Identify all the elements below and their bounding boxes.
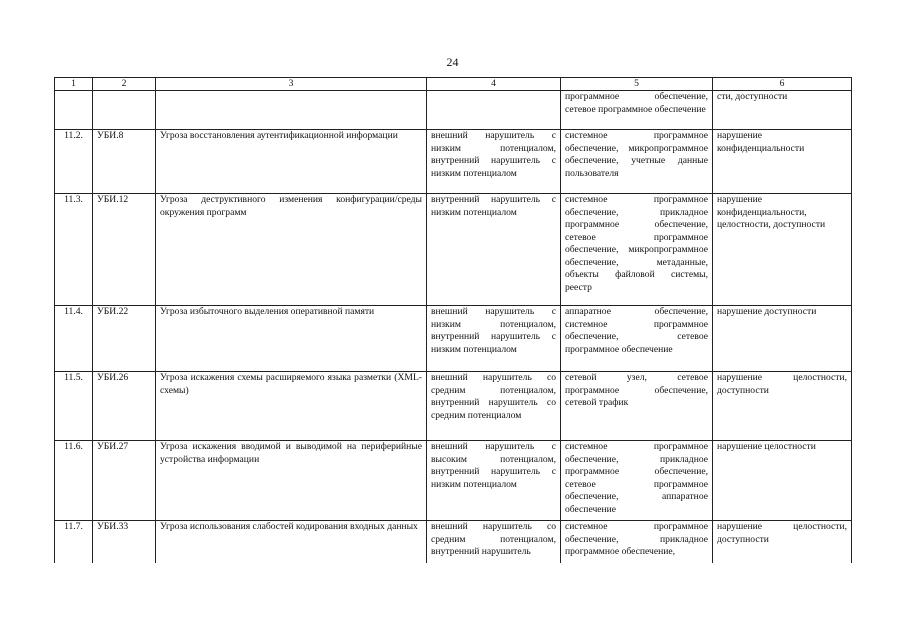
row-number: 11.6. bbox=[55, 441, 93, 521]
column-header: 3 bbox=[156, 78, 427, 91]
violator-type: внутренний нарушитель с низким потенциалом bbox=[427, 194, 561, 306]
threat-name: Угроза искажения схемы расширяемого языка разметки (XML-схемы) bbox=[156, 372, 427, 441]
consequences: нарушение доступности bbox=[713, 306, 852, 372]
violator-type: внешний нарушитель с высоким потенциалом, внутренний нарушитель с низким потенциалом bbox=[427, 441, 561, 521]
threat-code: УБИ.8 bbox=[93, 130, 156, 194]
consequences: нарушение конфиденциальности bbox=[713, 130, 852, 194]
threat-name: Угроза искажения вводимой и выводимой на периферийные устройства информации bbox=[156, 441, 427, 521]
threat-code: УБИ.27 bbox=[93, 441, 156, 521]
consequences: нарушение целостности bbox=[713, 441, 852, 521]
threat-name bbox=[156, 91, 427, 130]
consequences: нарушение целостности, доступности bbox=[713, 521, 852, 563]
impact-objects: системное программное обеспечение, микропрограммное обеспечение, учетные данные пользователя bbox=[561, 130, 713, 194]
table-row bbox=[55, 372, 852, 441]
column-header: 1 bbox=[55, 78, 93, 91]
table-row bbox=[55, 441, 852, 521]
violator-type bbox=[427, 91, 561, 130]
threat-code bbox=[93, 91, 156, 130]
threats-table bbox=[54, 77, 852, 563]
consequences: нарушение конфиденциальности, целостности, доступности bbox=[713, 194, 852, 306]
threat-code: УБИ.26 bbox=[93, 372, 156, 441]
consequences: нарушение целостности, доступности bbox=[713, 372, 852, 441]
threat-name: Угроза избыточного выделения оперативной памяти bbox=[156, 306, 427, 372]
row-number: 11.7. bbox=[55, 521, 93, 563]
row-number: 11.3. bbox=[55, 194, 93, 306]
impact-objects: сетевой узел, сетевое программное обеспечение, сетевой трафик bbox=[561, 372, 713, 441]
threat-name: Угроза использования слабостей кодирования входных данных bbox=[156, 521, 427, 563]
consequences: сти, доступности bbox=[713, 91, 852, 130]
impact-objects: аппаратное обеспечение, системное программное обеспечение, сетевое программное обеспечение bbox=[561, 306, 713, 372]
column-header: 5 bbox=[561, 78, 713, 91]
row-number: 11.2. bbox=[55, 130, 93, 194]
column-header: 6 bbox=[713, 78, 852, 91]
row-number bbox=[55, 91, 93, 130]
column-header: 2 bbox=[93, 78, 156, 91]
threat-code: УБИ.33 bbox=[93, 521, 156, 563]
threat-name: Угроза восстановления аутентификационной информации bbox=[156, 130, 427, 194]
violator-type: внешний нарушитель с низким потенциалом, внутренний нарушитель с низким потенциалом bbox=[427, 130, 561, 194]
impact-objects: системное программное обеспечение, прикладное программное обеспечение, сетевое программное обеспечение, аппаратное обеспечение bbox=[561, 441, 713, 521]
threat-code: УБИ.22 bbox=[93, 306, 156, 372]
page-number: 24 bbox=[446, 55, 459, 69]
violator-type: внешний нарушитель с низким потенциалом, внутренний нарушитель с низким потенциалом bbox=[427, 306, 561, 372]
row-number: 11.4. bbox=[55, 306, 93, 372]
table-row bbox=[55, 91, 852, 130]
table-row bbox=[55, 194, 852, 306]
table-row bbox=[55, 521, 852, 563]
impact-objects: программное обеспечение, сетевое программное обеспечение bbox=[561, 91, 713, 130]
table-header-row bbox=[55, 78, 852, 91]
threat-code: УБИ.12 bbox=[93, 194, 156, 306]
violator-type: внешний нарушитель со средним потенциалом, внутренний нарушитель со средним потенциалом bbox=[427, 372, 561, 441]
row-number: 11.5. bbox=[55, 372, 93, 441]
threat-name: Угроза деструктивного изменения конфигурации/среды окружения программ bbox=[156, 194, 427, 306]
table-row bbox=[55, 130, 852, 194]
table-row bbox=[55, 306, 852, 372]
violator-type: внешний нарушитель со средним потенциалом, внутренний нарушитель bbox=[427, 521, 561, 563]
impact-objects: системное программное обеспечение, прикладное программное обеспечение, сетевое программное обеспечение, микропрограммное обеспечение, метаданные, объекты файловой системы, реестр bbox=[561, 194, 713, 306]
impact-objects: системное программное обеспечение, прикладное программное обеспечение, bbox=[561, 521, 713, 563]
column-header: 4 bbox=[427, 78, 561, 91]
